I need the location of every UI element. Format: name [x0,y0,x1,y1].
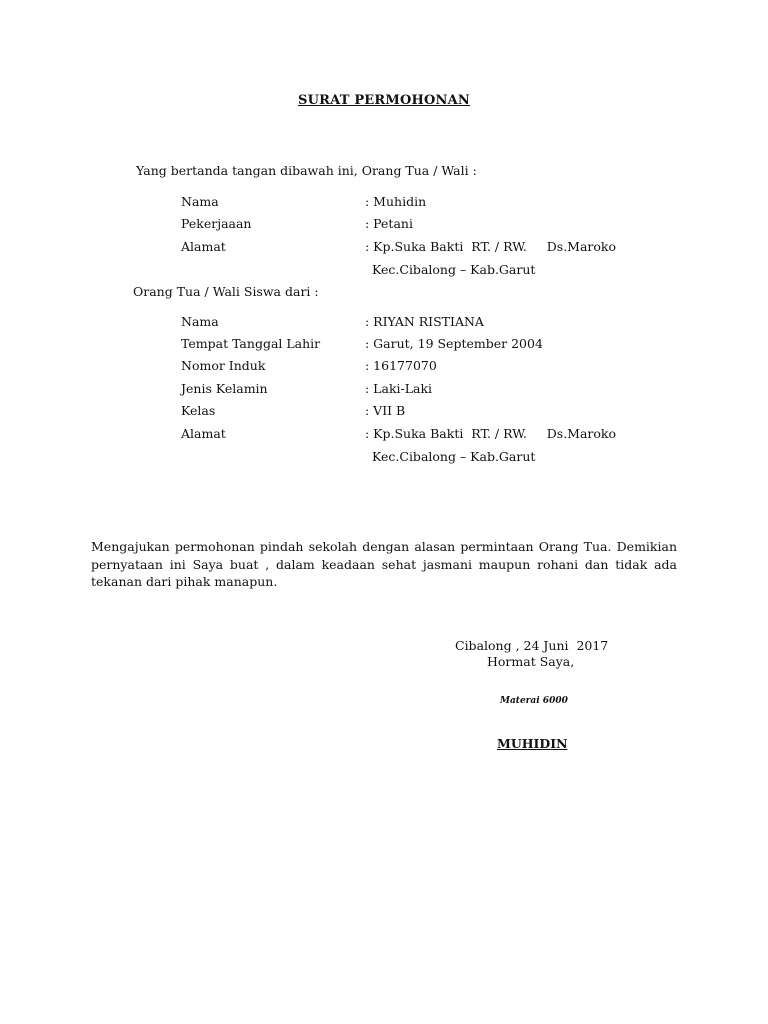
student-name-row [0,314,768,330]
student-birth-row [0,336,768,352]
student-address-row [0,426,768,442]
student-id-row [0,358,768,374]
request-paragraph: Mengajukan permohonan pindah sekolah dengan alasan permintaan Orang Tua. Demikian pernyataan ini Saya buat , dalam keadaan sehat jasmani maupun rohani dan tidak ada tekanan dari pihak manapun. [91,539,677,589]
parent-address-continuation-row [0,262,768,278]
field-label: Jenis Kelamin [181,381,268,396]
field-value: : Garut, 19 September 2004 [365,336,543,351]
field-value: : Kp.Suka Bakti RT. / RW. Ds.Maroko [365,426,617,441]
parent-job-row [0,216,768,232]
field-label: Nomor Induk [181,358,266,373]
field-label: Kelas [181,403,216,418]
field-value-continuation: Kec.Cibalong – Kab.Garut [372,262,536,277]
field-label: Nama [181,194,219,209]
student-address-continuation-row [0,449,768,465]
parent-address-row [0,239,768,255]
field-label: Tempat Tanggal Lahir [181,336,321,351]
field-value: : Muhidin [365,194,427,209]
regards-line: Hormat Saya, [487,654,575,669]
field-value: : 16177070 [365,358,437,373]
parent-name-row [0,194,768,210]
field-label: Pekerjaaan [181,216,252,231]
signer-name: MUHIDIN [497,736,568,751]
document-title: SURAT PERMOHONAN [298,93,470,108]
field-value: : Laki-Laki [365,381,433,396]
parent-intro-text: Yang bertanda tangan dibawah ini, Orang Tua / Wali : [136,163,477,178]
field-label: Nama [181,314,219,329]
student-intro-text: Orang Tua / Wali Siswa dari : [133,284,319,299]
field-value: : Kp.Suka Bakti RT. / RW. Ds.Maroko [365,239,617,254]
field-value: : RIYAN RISTIANA [365,314,484,329]
student-class-row [0,403,768,419]
date-line: Cibalong , 24 Juni 2017 [455,638,609,653]
field-label: Alamat [181,426,226,441]
field-value-continuation: Kec.Cibalong – Kab.Garut [372,449,536,464]
field-label: Alamat [181,239,226,254]
student-gender-row [0,381,768,397]
field-value: : VII B [365,403,406,418]
field-value: : Petani [365,216,413,231]
stamp-label: Materai 6000 [500,696,568,706]
